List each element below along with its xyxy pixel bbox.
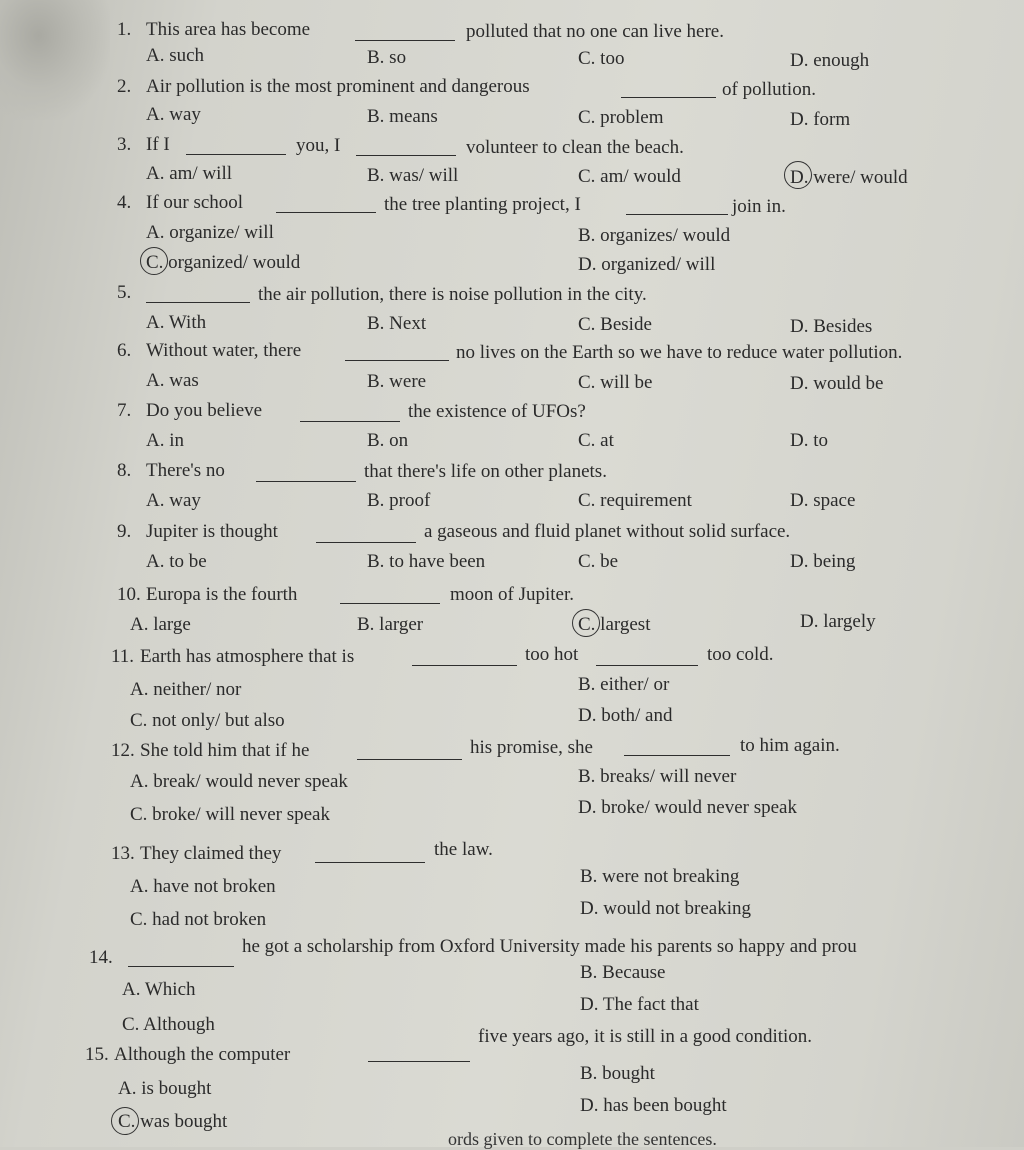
option-b: B. Next — [367, 313, 427, 334]
option-d: D. organized/ will — [578, 254, 716, 275]
option-a: A. such — [146, 45, 205, 66]
option-a: A. way — [146, 104, 201, 125]
question-number: 5. — [117, 282, 132, 303]
question-number: 13. — [111, 843, 135, 864]
answer-blank — [256, 481, 356, 482]
answer-blank — [621, 97, 716, 98]
question-number: 11. — [111, 646, 135, 667]
answer-blank — [340, 603, 440, 604]
instruction-text: ords given to complete the sentences. — [448, 1129, 717, 1149]
option-c: C. was bought — [118, 1111, 228, 1132]
option-d: D. broke/ would never speak — [578, 797, 797, 818]
option-d: D. being — [790, 551, 856, 572]
option-d: D. were/ would — [790, 167, 908, 188]
question-text: They claimed they — [140, 843, 282, 864]
answer-blank — [276, 212, 376, 213]
option-b: B. breaks/ will never — [578, 766, 737, 787]
question-number: 7. — [117, 400, 132, 421]
question-text: he got a scholarship from Oxford University made his parents so happy and prou — [242, 936, 857, 957]
option-b: B. organizes/ would — [578, 225, 731, 246]
question-text: no lives on the Earth so we have to reduce water pollution. — [456, 342, 903, 363]
option-c: C. problem — [578, 107, 664, 128]
option-a: A. neither/ nor — [130, 679, 242, 700]
question-number: 6. — [117, 340, 132, 361]
question-number: 9. — [117, 521, 132, 542]
option-c: C. will be — [578, 372, 653, 393]
answer-blank — [300, 421, 400, 422]
option-a: A. organize/ will — [146, 222, 274, 243]
answer-blank — [356, 155, 456, 156]
option-a: A. Which — [122, 979, 196, 1000]
option-b: B. so — [367, 47, 407, 68]
question-text: too cold. — [707, 644, 774, 665]
question-text: the existence of UFOs? — [408, 401, 586, 422]
answer-blank — [368, 1061, 470, 1062]
question-number: 15. — [85, 1044, 109, 1065]
torn-corner — [0, 0, 110, 120]
question-text: This area has become — [146, 19, 311, 40]
question-text: Europa is the fourth — [146, 584, 298, 605]
option-c: C. at — [578, 430, 614, 451]
answer-blank — [355, 40, 455, 41]
question-text: Jupiter is thought — [146, 521, 278, 542]
question-text: Without water, there — [146, 340, 302, 361]
option-a: A. With — [146, 312, 207, 333]
answer-blank — [357, 759, 462, 760]
option-a: A. to be — [146, 551, 207, 572]
question-text: you, I — [296, 135, 341, 156]
question-number: 14. — [89, 947, 113, 968]
option-d: D. The fact that — [580, 994, 699, 1015]
question-text: to him again. — [740, 735, 840, 756]
option-d: D. to — [790, 430, 828, 451]
answer-blank — [316, 542, 416, 543]
option-c: C. organized/ would — [146, 252, 301, 273]
question-text: too hot — [525, 644, 579, 665]
question-text: that there's life on other planets. — [364, 461, 607, 482]
question-text: a gaseous and fluid planet without solid surface. — [424, 521, 791, 542]
question-text: If our school — [146, 192, 244, 213]
answer-blank — [146, 302, 250, 303]
option-d: D. would be — [790, 373, 884, 394]
option-b: B. Because — [580, 962, 666, 983]
option-d: D. would not breaking — [580, 898, 751, 919]
question-text: There's no — [146, 460, 225, 481]
question-text: join in. — [732, 196, 786, 217]
question-number: 1. — [117, 19, 132, 40]
question-text: Do you believe — [146, 400, 263, 421]
question-number: 2. — [117, 76, 132, 97]
question-text: the law. — [434, 839, 493, 860]
option-a: A. way — [146, 490, 201, 511]
question-number: 8. — [117, 460, 132, 481]
option-d: D. both/ and — [578, 705, 673, 726]
option-a: A. break/ would never speak — [130, 771, 348, 792]
option-d: D. form — [790, 109, 851, 130]
option-a: A. in — [146, 430, 184, 451]
question-text: moon of Jupiter. — [450, 584, 575, 605]
question-number: 12. — [111, 740, 135, 761]
option-a: A. large — [130, 614, 191, 635]
question-number: 4. — [117, 192, 132, 213]
option-c: C. Beside — [578, 314, 652, 335]
option-c: C. too — [578, 48, 625, 69]
option-a: A. is bought — [118, 1078, 212, 1099]
option-b: B. larger — [357, 614, 424, 635]
option-a: A. have not broken — [130, 876, 276, 897]
option-b: B. means — [367, 106, 438, 127]
option-d: D. Besides — [790, 316, 873, 337]
question-number: 10. — [117, 584, 141, 605]
option-c: C. not only/ but also — [130, 710, 285, 731]
option-b: B. proof — [367, 490, 431, 511]
option-b: B. bought — [580, 1063, 655, 1084]
question-text: volunteer to clean the beach. — [466, 137, 684, 158]
question-number: 3. — [117, 134, 132, 155]
option-c: C. largest — [578, 614, 651, 635]
answer-blank — [128, 966, 234, 967]
option-d: D. has been bought — [580, 1095, 727, 1116]
question-text: Although the computer — [114, 1044, 291, 1065]
option-a: A. was — [146, 370, 199, 391]
option-b: B. on — [367, 430, 409, 451]
question-text: of pollution. — [722, 79, 816, 100]
option-c: C. be — [578, 551, 619, 572]
option-d: D. space — [790, 490, 856, 511]
option-b: B. to have been — [367, 551, 486, 572]
option-c: C. broke/ will never speak — [130, 804, 330, 825]
question-text: Air pollution is the most prominent and dangerous — [146, 76, 530, 97]
option-d: D. enough — [790, 50, 870, 71]
answer-blank — [624, 755, 730, 756]
question-text: his promise, she — [470, 737, 593, 758]
option-a: A. am/ will — [146, 163, 233, 184]
option-b: B. either/ or — [578, 674, 670, 695]
answer-blank — [315, 862, 425, 863]
option-b: B. were not breaking — [580, 866, 740, 887]
question-text: She told him that if he — [140, 740, 310, 761]
option-c: C. requirement — [578, 490, 692, 511]
question-text: the tree planting project, I — [384, 194, 581, 215]
question-text: five years ago, it is still in a good condition. — [478, 1026, 813, 1047]
question-text: If I — [146, 134, 170, 155]
answer-blank — [596, 665, 698, 666]
option-c: C. am/ would — [578, 166, 681, 187]
question-text: the air pollution, there is noise pollution in the city. — [258, 284, 647, 305]
question-text: polluted that no one can live here. — [466, 21, 724, 42]
answer-blank — [626, 214, 728, 215]
option-c: C. had not broken — [130, 909, 267, 930]
option-b: B. were — [367, 371, 427, 392]
answer-blank — [345, 360, 449, 361]
answer-blank — [186, 154, 286, 155]
option-b: B. was/ will — [367, 165, 459, 186]
option-d: D. largely — [800, 611, 876, 632]
question-text: Earth has atmosphere that is — [140, 646, 355, 667]
option-c: C. Although — [122, 1014, 215, 1035]
answer-blank — [412, 665, 517, 666]
